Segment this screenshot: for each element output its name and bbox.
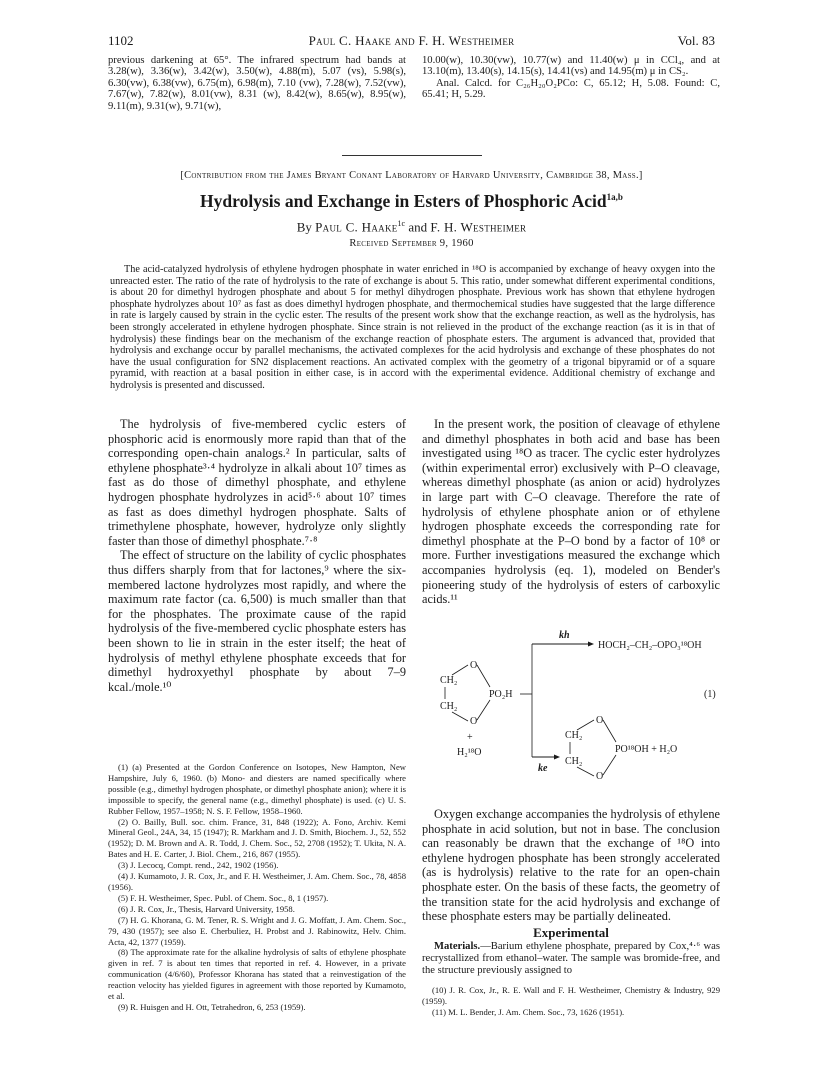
footnote-3: (3) J. Lecocq, Compt. rend., 242, 1902 (1956).: [118, 860, 279, 871]
ring-bond-2: [477, 665, 490, 687]
product-bond-2: [603, 720, 616, 742]
running-authors: Paul C. Haake and F. H. Westheimer: [308, 33, 515, 48]
infrared-text: previous darkening at 65°. The infrared spectrum had bands at 3.28(w), 3.36(w), 3.42(w), 3.50(w), 4.88(m), 5.07 (vs), 5.98(s), 6.30(vw), 6.38(vw), 6.75(m), 6.98(m), 7.10 (vw), 7.28(w), 7.52(vw), 7.67(w), 7.82(w), 8.01(vw), 8.31 (w), 8.42(w), 8.65(w), 8.95(w), 9.11(m), 9.31(w), 9.71(w),: [108, 55, 406, 112]
ke-label: ke: [538, 763, 548, 774]
product-bond-4: [603, 755, 616, 775]
product-bond-1: [577, 720, 594, 730]
product-phosphorus: PO¹⁸OH + H₂O: [615, 744, 678, 755]
page-number: 1102: [108, 33, 134, 48]
footnote-7: (7) H. G. Khorana, G. M. Tener, R. S. Wright and J. G. Moffatt, J. Am. Chem. Soc., 79, 430 (1957); see also E. Cherbuliez, H. Probst and J. Rabinowitz, Helv. Chim. Acta, 42, 1377 (1959).: [108, 914, 406, 947]
ke-arrowhead: [554, 755, 560, 760]
footnote-2: (2) O. Bailly, Bull. soc. chim. France, 31, 848 (1922); A. Fono, Archiv. Kemi Mineral Geol., 24A, 34, 15 (1947); R. Markham and J. D. Smith, Biochem. J., 52, 552 (1952); D. M. Brown and A. R. Todd, J. Chem. Soc., 52, 2708 (1952); T. Ukita, N. A. Bates and H. E. Carter, J. Biol. Chem., 216, 867 (1955).: [108, 816, 406, 860]
ring-phosphorus: PO₂H: [489, 689, 513, 700]
right-paragraph-2: Oxygen exchange accompanies the hydrolysis of ethylene phosphate in acid solution, but not in base. The conclusion can reasonably be drawn that the exchange of ¹⁸O into ethylene hydrogen phosphate has been strongly accelerated (as is hydrolysis) relative to the rate for an open-chain phosphate ester. On the basis of these facts, the geometry of the transition state for the acid hydrolysis and exchange of these phosphate esters may be partially delineated.: [422, 807, 720, 924]
right-footnotes: [422, 985, 720, 1018]
materials-section: [422, 941, 720, 978]
contribution-line: [Contribution from the James Bryant Conant Laboratory of Harvard University, Cambridge 38, Mass.]: [180, 170, 643, 181]
intro-paragraph-2: The effect of structure on the lability of cyclic phosphates thus differs sharply from that for lactones,⁹ where the six-membered lactone hydrolyzes most rapidly, and where the maximum rate factor (ca. 6,500) is much smaller than that for the phosphates. The proximate cause of the rapid hydrolysis of the five-membered cyclic phosphate esters has been shown to lie in strain in the ester itself; the heat of hydrolysis of methyl ethylene phosphate exceeds that for dimethyl hydroxyethyl phosphate by about 7–9 kcal./mole.¹⁰: [108, 548, 406, 694]
right-column-upper: [422, 417, 720, 607]
volume-label: Vol. 83: [677, 33, 715, 48]
materials-text: —Barium ethylene phosphate, prepared by Cox,⁴·⁶ was recrystallized from ethanol–water. The sample was bromide-free, and the structure previously assigned to: [422, 941, 720, 977]
abstract-text: The acid-catalyzed hydrolysis of ethylene hydrogen phosphate in water enriched in ¹⁸O is accompanied by exchange of heavy oxygen into the unreacted ester. The ratio of the rate of hydrolysis to the rate of exchange is about 5. This ratio, under somewhat different experimental conditions, is about 20 for dimethyl hydrogen phosphate and about 5 for methyl dihydrogen phosphate. Previous work has shown that ethylene hydrogen phosphate hydrolyzes about 10⁷ as fast as does dimethyl hydrogen phosphate, and thermochemical studies have suggested that the large difference in rate is largely caused by strain in the cyclic ester. The results of the present work show that the exchange reaction, as well as the hydrolysis, has been strongly accelerated in ethylene hydrogen phosphate. Since strain is not relieved in the product of the exchange reaction (as it is in that of hydrolysis) these findings bear on the mechanism of the exchange reaction of phosphate esters. The argument is advanced that, provided that hydrolysis and exchange occur by parallel mechanisms, the activated complexes for the acid hydrolysis and exchange of these phosphates do not have the usual configuration for SN2 displacement reactions. An activated complex with the geometry of a trigonal bipyramid or of a square pyramid, with reaction at a basal position in either case, is in accord with the experimental evidence. Additional chemistry of exchange and hydrolysis is presented and discussed.: [110, 264, 715, 391]
byline-and: and: [408, 219, 428, 235]
footnote-10: (10) J. R. Cox, Jr., R. E. Wall and F. H. Westheimer, Chemistry & Industry, 929 (1959).: [422, 985, 720, 1006]
kh-arrowhead: [588, 642, 594, 647]
separator-rule: [342, 155, 482, 156]
product-bond-3: [577, 767, 594, 776]
ring-bond-3: [452, 712, 468, 721]
product-ch2-top: CH₂: [565, 730, 583, 741]
ring-o-bottom: O: [470, 716, 478, 727]
footnote-4: (4) J. Kumamoto, J. R. Cox, Jr., and F. H. Westheimer, J. Am. Chem. Soc., 78, 4858 (1956).: [108, 871, 406, 892]
footnote-9: (9) R. Huisgen and H. Ott, Tetrahedron, 6, 253 (1959).: [118, 1001, 306, 1012]
footnote-1: (1) (a) Presented at the Gordon Conference on Isotopes, New Hampton, New Hampshire, July 6, 1960. (b) Mono- and diesters are named specifically where possible (e.g., dimethyl hydrogen phosphate, or dimethyl phosphate anion); where it is impossible to specify, the general name (e.g., dimethyl phosphate) is used. (c) U. S. Rubber Fellow, 1957–1958; N. S. F. Fellow, 1958–1960.: [108, 762, 406, 816]
author-1-mark: 1c: [397, 219, 406, 228]
right-paragraph-1: In the present work, the position of cleavage of ethylene and dimethyl phosphates in both acid and base has been investigated using ¹⁸O as tracer. The cyclic ester hydrolyzes (within experimental error) exclusively with P–O cleavage, whereas dimethyl phosphate (as anion or acid) hydrolyzes in large part with C–O cleavage. Therefore the rate of hydrolysis of ethylene phosphate anion or of ethylene hydrogen phosphate exceeds the corresponding rate for dimethyl phosphate at the P–O bond by a factor of 10⁸ or more. Further investigations measured the exchange which accompanies hydrolysis (eq. 1), modeled on Bender's pioneering study of the hydrolysis of esters of carboxylic acids.¹¹: [422, 417, 720, 607]
equation-number: (1): [704, 689, 716, 700]
analysis-text: Anal. Calcd. for C₂₆H₂₀O₂PCo: C, 65.12; H, 5.08. Found: C, 65.41; H, 5.29.: [422, 77, 720, 101]
footnote-11: (11) M. L. Bender, J. Am. Chem. Soc., 73, 1626 (1951).: [432, 1006, 625, 1017]
ring-ch2-bottom: CH₂: [440, 701, 458, 712]
left-column: [108, 417, 406, 694]
author-2: F. H. Westheimer: [430, 219, 527, 235]
title-text: Hydrolysis and Exchange in Esters of Phosphoric Acid: [200, 191, 607, 211]
footnote-8: (8) The approximate rate for the alkaline hydrolysis of salts of ethylene phosphate given in ref. 7 is about ten times that reported in ref. 4. However, in a private communication (4/6/60), Professor Khorana has stated that a reinvestigation of the reaction velocity has yielded figures in agreement with those reported by Kumamoto, et al.: [108, 947, 406, 1002]
abstract: [110, 264, 715, 392]
previous-article-left: [108, 55, 406, 112]
footnote-5: (5) F. H. Westheimer, Spec. Publ. of Chem. Soc., 8, 1 (1957).: [118, 892, 329, 903]
hydrolysis-product: HOCH₂–CH₂–OPO₃¹⁸OH: [598, 640, 702, 651]
title-footnote-mark: 1a,b: [606, 192, 623, 203]
infrared-text-cont: 10.00(w), 10.30(vw), 10.77(w) and 11.40(w) μ in CCl₄, and at 13.10(m), 13.40(s), 14.15(s), 14.41(vs) and 14.95(m) μ in CS₂.: [422, 55, 720, 78]
footnote-6: (6) J. R. Cox, Jr., Thesis, Harvard University, 1958.: [118, 903, 295, 914]
plus-sign: +: [467, 732, 473, 743]
previous-article-right: [422, 55, 720, 101]
reaction-scheme: [422, 625, 722, 803]
product-o-bottom: O: [596, 771, 604, 782]
scheme-diagram: [422, 625, 722, 803]
product-o-top: O: [596, 715, 604, 726]
byline: [0, 219, 823, 235]
author-1: Paul C. Haake: [315, 219, 398, 235]
ring-bond-1: [452, 665, 468, 675]
right-column-lower: [422, 807, 720, 942]
article-title: [0, 191, 823, 212]
materials-label: Materials.: [434, 941, 481, 952]
intro-paragraph-1: The hydrolysis of five-membered cyclic esters of phosphoric acid is enormously more rapid than that of the corresponding open-chain analogs.² In particular, salts of ethylene phosphate³·⁴ hydrolyze in alkali about 10⁷ times as fast as do those of dimethyl phosphate, and ethylene hydrogen phosphate hydrolyzes in acid⁵·⁶ about 10⁷ times as fast as does dimethyl hydrogen phosphate. Salts of trimethylene phosphate, however, hydrolyze only slightly faster than those of dimethyl phosphate.⁷·⁸: [108, 417, 406, 548]
ring-o-top: O: [470, 660, 478, 671]
kh-label: kh: [559, 630, 570, 641]
ring-ch2-top: CH₂: [440, 675, 458, 686]
ring-bond-4: [477, 700, 490, 720]
byline-prefix: By: [296, 219, 312, 235]
product-ch2-bottom: CH₂: [565, 756, 583, 767]
experimental-heading: Experimental: [533, 924, 609, 940]
received-date: Received September 9, 1960: [349, 238, 474, 249]
left-footnotes: [108, 762, 406, 1013]
labeled-water: H₂¹⁸O: [457, 747, 482, 758]
